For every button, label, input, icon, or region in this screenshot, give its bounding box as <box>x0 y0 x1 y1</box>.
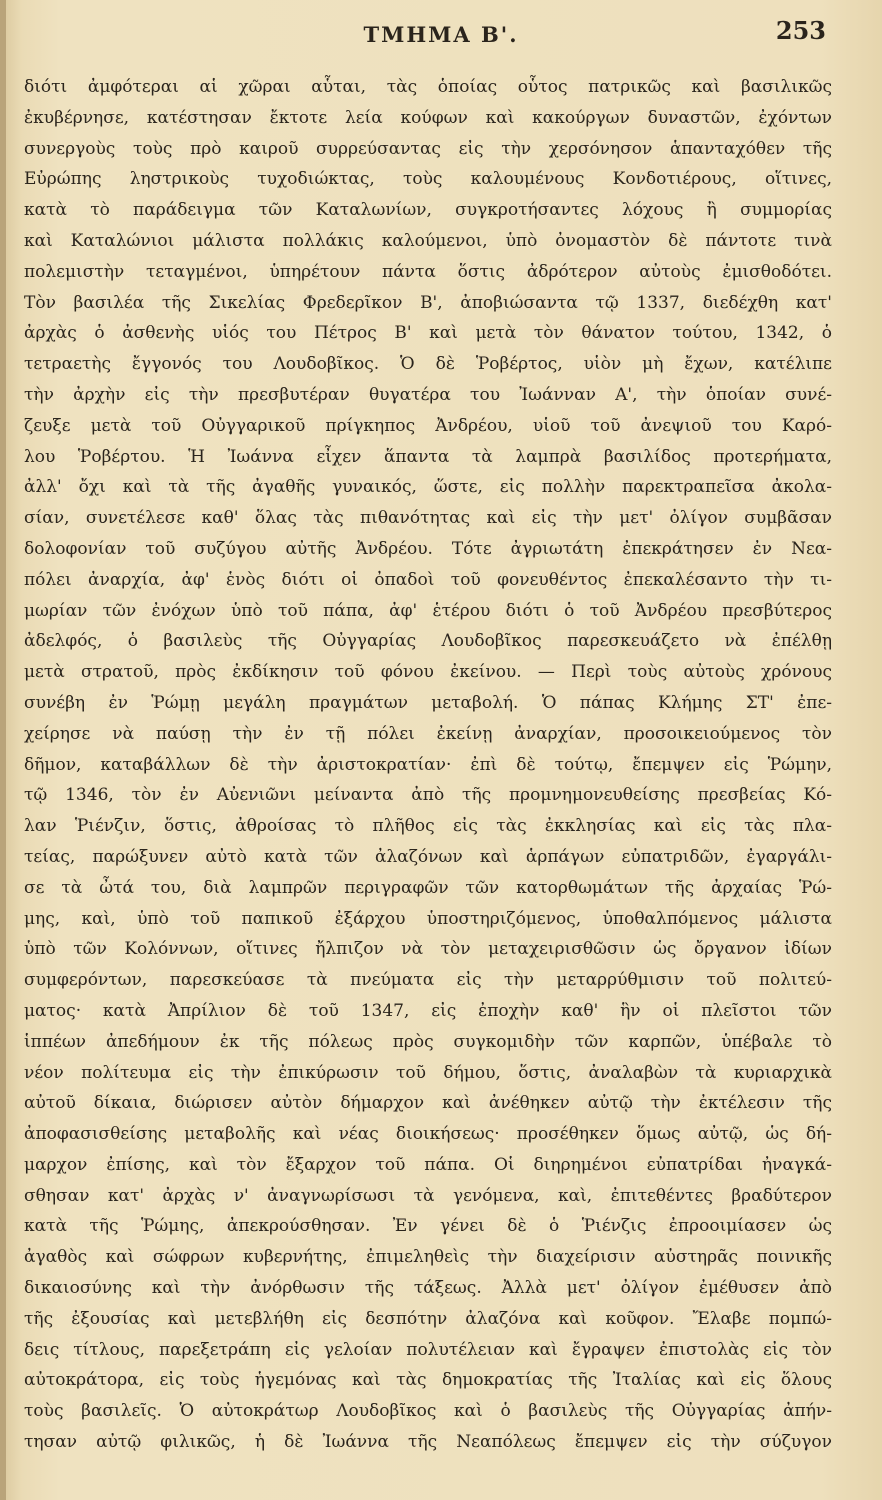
text-line: ἐκυβέρνησε, κατέστησαν ἔκτοτε λεία κούφων καὶ κακούργων δυναστῶν, ἐχόντων <box>24 107 832 128</box>
text-line: αὐτοῦ δίκαια, διώρισεν αὐτὸν δήμαρχον καὶ ἀνέθηκεν αὐτῷ τὴν ἐκτέλεσιν τῆς <box>24 1093 832 1114</box>
text-line: τετραετὴς ἔγγονός του Λουδοβῖκος. Ὁ δὲ Ῥοβέρτος, υἱὸν μὴ ἔχων, κατέλιπε <box>24 354 832 375</box>
text-line: συνεργοὺς τοὺς πρὸ καιροῦ συρρεύσαντας εἰς τὴν χερσόνησον ἁπανταχόθεν τῆς <box>24 138 832 159</box>
text-line: ἀποφασισθείσης μεταβολῆς καὶ νέας διοικήσεως· προσέθηκεν ὅμως αὐτῷ, ὡς δή- <box>24 1124 832 1145</box>
text-line: λαν Ῥιένζιν, ὅστις, ἀθροίσας τὸ πλῆθος εἰς τὰς ἐκκλησίας καὶ εἰς τὰς πλα- <box>24 816 832 837</box>
text-line: σε τὰ ὦτά του, διὰ λαμπρῶν περιγραφῶν τῶν κατορθωμάτων τῆς ἀρχαίας Ῥώ- <box>24 877 832 898</box>
text-line: μης, καὶ, ὑπὸ τοῦ παπικοῦ ἐξάρχου ὑποστηριζόμενος, ὑποθαλπόμενος μάλιστα <box>24 908 832 929</box>
text-line: ἱππέων ἀπεδήμουν ἐκ τῆς πόλεως πρὸς συγκομιδὴν τῶν καρπῶν, ὑπέβαλε τὸ <box>24 1031 832 1052</box>
text-line: τησαν αὐτῷ φιλικῶς, ἡ δὲ Ἰωάννα τῆς Νεαπόλεως ἔπεμψεν εἰς τὴν σύζυγον <box>24 1432 832 1453</box>
text-line: δολοφονίαν τοῦ συζύγου αὐτῆς Ἀνδρέου. Τότε ἀγριωτάτη ἐπεκράτησεν ἐν Νεα- <box>24 538 832 559</box>
text-line: αὐτοκράτορα, εἰς τοὺς ἡγεμόνας καὶ τὰς δημοκρατίας τῆς Ἰταλίας καὶ εἰς ὅλους <box>24 1370 832 1391</box>
text-line: λου Ῥοβέρτου. Ἡ Ἰωάννα εἶχεν ἅπαντα τὰ λαμπρὰ βασιλίδος προτερήματα, <box>24 446 832 467</box>
text-line: μωρίαν τῶν ἐνόχων ὑπὸ τοῦ πάπα, ἀφ' ἑτέρου διότι ὁ τοῦ Ἀνδρέου πρεσβύτερος <box>24 600 832 621</box>
text-line: καὶ Καταλώνιοι μάλιστα πολλάκις καλούμενοι, ὑπὸ ὀνομαστὸν δὲ πάντοτε τινὰ <box>24 230 832 251</box>
page-binding-edge <box>0 0 6 1500</box>
text-line: μετὰ στρατοῦ, πρὸς ἐκδίκησιν τοῦ φόνου ἐκείνου. — Περὶ τοὺς αὐτοὺς χρόνους <box>24 662 832 683</box>
text-line: δῆμον, καταβάλλων δὲ τὴν ἀριστοκρατίαν· ἐπὶ δὲ τούτῳ, ἔπεμψεν εἰς Ῥώμην, <box>24 754 832 775</box>
text-line: κατὰ τῆς Ῥώμης, ἀπεκρούσθησαν. Ἐν γένει δὲ ὁ Ῥιένζις ἐπροοιμίασεν ὡς <box>24 1216 832 1237</box>
text-line: ζευξε μετὰ τοῦ Οὐγγαρικοῦ πρίγκηπος Ἀνδρέου, υἱοῦ τοῦ ἀνεψιοῦ του Καρό- <box>24 415 832 436</box>
text-line: τοὺς βασιλεῖς. Ὁ αὐτοκράτωρ Λουδοβῖκος καὶ ὁ βασιλεὺς τῆς Οὐγγαρίας ἀπήν- <box>24 1401 832 1422</box>
running-title: ΤΜΗΜΑ Β'. <box>363 22 519 47</box>
text-line: τείας, παρώξυνεν αὐτὸ κατὰ τῶν ἀλαζόνων καὶ ἁρπάγων εὐπατριδῶν, ἐγαργάλι- <box>24 846 832 867</box>
text-line: δεις τίτλους, παρεξετράπη εἰς γελοίαν πολυτέλειαν καὶ ἔγραψεν ἐπιστολὰς εἰς τὸν <box>24 1339 832 1360</box>
text-line: Εὐρώπης ληστρικοὺς τυχοδιώκτας, τοὺς καλουμένους Κονδοτιέρους, οἵτινες, <box>24 169 832 190</box>
text-line: συνέβη ἐν Ῥώμῃ μεγάλη πραγμάτων μεταβολή. Ὁ πάπας Κλήμης ΣΤ' ἐπε- <box>24 692 832 713</box>
text-line: σθησαν κατ' ἀρχὰς ν' ἀναγνωρίσωσι τὰ γενόμενα, καὶ, ἐπιτεθέντες βραδύτερον <box>24 1185 832 1206</box>
text-line: ἀλλ' ὄχι καὶ τὰ τῆς ἀγαθῆς γυναικός, ὥστε, εἰς πολλὴν παρεκτραπεῖσα ἀκολα- <box>24 477 832 498</box>
text-line: συμφερόντων, παρεσκεύασε τὰ πνεύματα εἰς τὴν μεταρρύθμισιν τοῦ πολιτεύ- <box>24 970 832 991</box>
text-line: ἀρχὰς ὁ ἀσθενὴς υἱός του Πέτρος Β' καὶ μετὰ τὸν θάνατον τούτου, 1342, ὁ <box>24 323 832 344</box>
text-line: τὴν ἀρχὴν εἰς τὴν πρεσβυτέραν θυγατέρα του Ἰωάνναν Α', τὴν ὁποίαν συνέ- <box>24 384 832 405</box>
text-line: Τὸν βασιλέα τῆς Σικελίας Φρεδερῖκον Β', ἀποβιώσαντα τῷ 1337, διεδέχθη κατ' <box>24 292 832 313</box>
text-line: κατὰ τὸ παράδειγμα τῶν Καταλωνίων, συγκροτήσαντες λόχους ἢ συμμορίας <box>24 200 832 221</box>
page-header <box>20 16 862 56</box>
page-number: 253 <box>775 16 826 45</box>
text-line: τῆς ἐξουσίας καὶ μετεβλήθη εἰς δεσπότην ἀλαζόνα καὶ κοῦφον. Ἔλαβε πομπώ- <box>24 1308 832 1329</box>
text-line: πόλει ἀναρχία, ἀφ' ἑνὸς διότι οἱ ὀπαδοὶ τοῦ φονευθέντος ἐπεκαλέσαντο τὴν τι- <box>24 569 832 590</box>
text-line: νέον πολίτευμα εἰς τὴν ἐπικύρωσιν τοῦ δήμου, ὅστις, ἀναλαβὼν τὰ κυριαρχικὰ <box>24 1062 832 1083</box>
text-line: χείρησε νὰ παύσῃ τὴν ἐν τῇ πόλει ἐκείνῃ ἀναρχίαν, προσοικειούμενος τὸν <box>24 723 832 744</box>
text-line: σίαν, συνετέλεσε καθ' ὅλας τὰς πιθανότητας καὶ εἰς τὴν μετ' ὀλίγον συμβᾶσαν <box>24 508 832 529</box>
text-line: τῷ 1346, τὸν ἐν Αὐενιῶνι μείναντα ἀπὸ τῆς προμνημονευθείσης πρεσβείας Κό- <box>24 785 832 806</box>
body-text <box>24 72 832 1458</box>
text-line: ἀγαθὸς καὶ σώφρων κυβερνήτης, ἐπιμεληθεὶς τὴν διαχείρισιν αὐστηρᾶς ποινικῆς <box>24 1247 832 1268</box>
text-line: δικαιοσύνης καὶ τὴν ἀνόρθωσιν τῆς τάξεως. Ἀλλὰ μετ' ὀλίγον ἐμέθυσεν ἀπὸ <box>24 1278 832 1299</box>
text-line: μαρχον ἐπίσης, καὶ τὸν ἔξαρχον τοῦ πάπα. Οἱ διηρημένοι εὐπατρίδαι ἠναγκά- <box>24 1154 832 1175</box>
text-line: διότι ἀμφότεραι αἱ χῶραι αὗται, τὰς ὁποίας οὗτος πατρικῶς καὶ βασιλικῶς <box>24 77 832 97</box>
text-line: ἀδελφός, ὁ βασιλεὺς τῆς Οὐγγαρίας Λουδοβῖκος παρεσκευάζετο νὰ ἐπέλθῃ <box>24 631 832 652</box>
text-line: ὑπὸ τῶν Κολόννων, οἵτινες ἤλπιζον νὰ τὸν μεταχειρισθῶσιν ὡς ὄργανον ἰδίων <box>24 939 832 960</box>
text-line: ματος· κατὰ Ἀπρίλιον δὲ τοῦ 1347, εἰς ἐποχὴν καθ' ἣν οἱ πλεῖστοι τῶν <box>24 1000 832 1021</box>
text-line: πολεμιστὴν τεταγμένοι, ὑπηρέτουν πάντα ὅστις ἀδρότερον αὐτοὺς ἐμισθοδότει. <box>24 261 832 282</box>
